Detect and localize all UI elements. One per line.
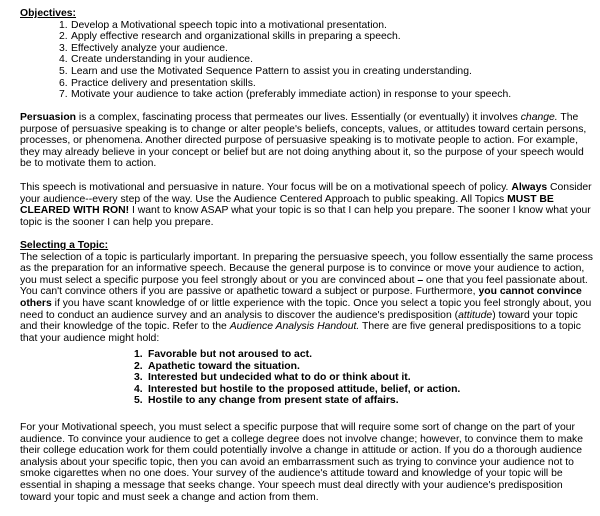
objective-item: 3. Effectively analyze your audience. — [59, 42, 228, 54]
predisposition-item: 2. Apathetic toward the situation. — [134, 360, 300, 372]
cleared-with-ron-notice: MUST BE CLEARED WITH RON! — [20, 193, 554, 217]
objective-item: 1. Develop a Motivational speech topic into a motivational presentation. — [59, 19, 387, 31]
persuasion-term: Persuasion — [20, 112, 77, 123]
objective-item: 2. Apply effective research and organizational skills in preparing a speech. — [59, 31, 401, 43]
predisposition-item: 5. Hostile to any change from present state of affairs. — [134, 395, 399, 407]
audience-analysis-handout-ref: Audience Analysis Handout. — [229, 321, 360, 333]
predispositions-list — [20, 349, 596, 407]
selecting-topic-paragraph: The selection of a topic is particularly important. In preparing the persuasive speech, you follow essentially the same process as the preparation for an informative speech. Because the general purpose is to convince or move your audience to action, you must select a specific purpose you feel strongly about or you are convinced about – one that you feel passionate about. You can't convince others if you are passive or apathetic toward a subject or purpose. Furthermore, you cannot convince others if you have scant knowledge of or little experience with the topic. Once you select a topic you feel strongly about, you need to conduct an audience survey and an analysis to discover the audience's predisposition (attitude) toward your topic and their knowledge of the topic. Refer to the Audience Analysis Handout. There are five general predispositions to a topic that your audience might hold: — [20, 251, 593, 344]
objectives-list — [20, 20, 596, 101]
persuasion-paragraph: Persuasion is a complex, fascinating process that permeates our lives. Essentially (or eventually) it involves change. The purpose of persuasive speaking is to change or alter people's beliefs, concepts, values, or attitudes toward certain persons, processes, or phenomena. Another directed purpose of persuasive speaking is to motivate people to action. For example, they may already believe in your concept or belief but are not doing anything about it, so the purpose of your speech would be to motivate them to action. — [20, 112, 587, 170]
predisposition-item: 4. Interested but hostile to the proposed attitude, belief, or action. — [134, 383, 461, 395]
motivational-paragraph: This speech is motivational and persuasive in nature. Your focus will be on a motivational speech of policy. Always Consider your audience--every step of the way. Use the Audience Centered Approach to public speaking. All Topics MUST BE CLEARED WITH RON! I want to know ASAP what your topic is so that I can help you prepare. The sooner I know what your topic is the sooner I can help you prepare. — [20, 182, 592, 228]
objectives-heading: Objectives: — [20, 8, 77, 19]
predisposition-item: 3. Interested but undecided what to do or think about it. — [134, 372, 411, 384]
closing-paragraph: For your Motivational speech, you must select a specific purpose that will require some sort of change on the part of your audience. To convince your audience to get a college degree does not involve change; however, to convince them to make their college education work for them could potentially involve a change in attitude or action. If you do a thorough audience analysis about your specific topic, then you can avoid an embarrassment such as trying to convince your audience not to smoke cigarettes when no one does. Your survey of the audience's attitude toward and knowledge of your topic will be essential in shaping a message that seeks change. Your speech must deal directly with your audience's predisposition toward your topic and must seek a change and action from them. — [20, 422, 584, 503]
selecting-topic-heading: Selecting a Topic: — [20, 240, 109, 251]
predisposition-item: 1. Favorable but not aroused to act. — [134, 349, 312, 360]
objective-item: 6. Practice delivery and presentation skills. — [59, 77, 256, 89]
predispositions-section — [20, 349, 596, 407]
change-emphasis: change. — [520, 112, 558, 123]
selecting-topic-section — [20, 240, 596, 344]
objective-item: 4. Create understanding in your audience. — [59, 54, 253, 66]
objective-item: 7. Motivate your audience to take action (preferably immediate action) in response to your speech. — [59, 89, 512, 101]
objectives-section — [20, 8, 596, 101]
objective-item: 5. Learn and use the Motivated Sequence Pattern to assist you in creating understanding. — [59, 65, 472, 77]
